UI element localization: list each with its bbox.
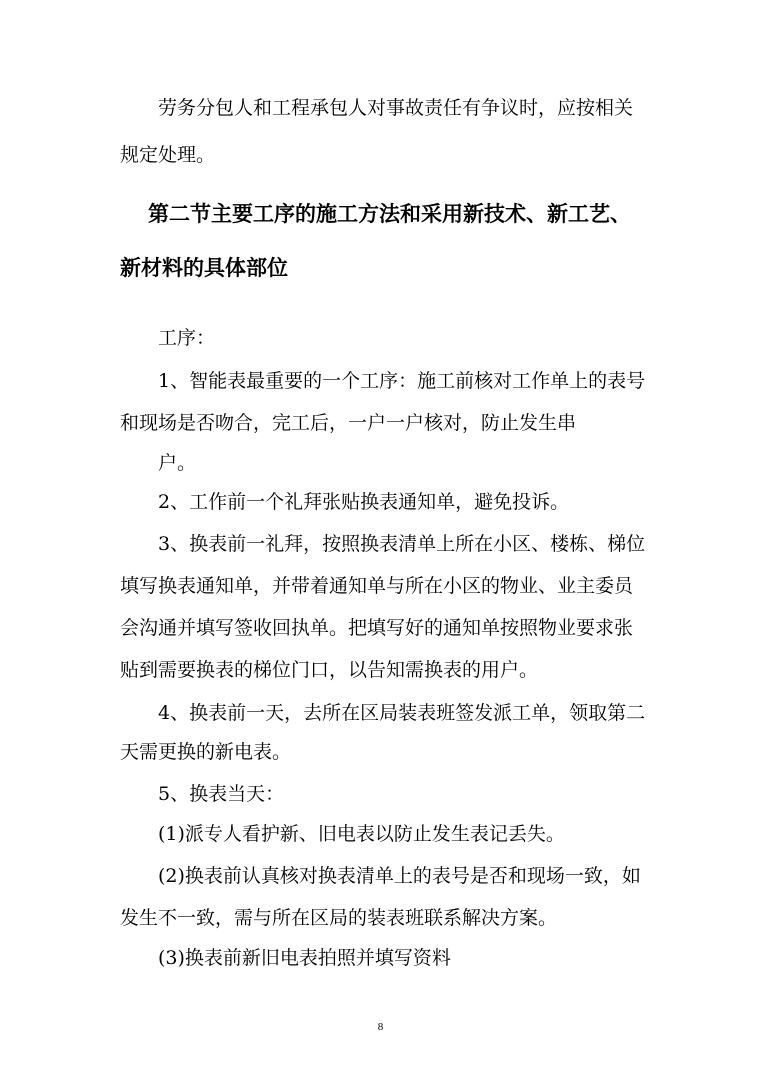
paragraph-line: 天需更换的新电表。 [120,741,292,763]
paragraph-line: (2)换表前认真核对换表清单上的表号是否和现场一致，如 [158,865,641,887]
paragraph-line: 工序： [158,327,216,349]
paragraph-line: 规定处理。 [120,144,216,166]
paragraph-line: 5、换表当天： [158,783,285,805]
paragraph-line: (1)派专人看护新、旧电表以防止发生表记丢失。 [158,823,565,845]
paragraph-line: 3、换表前一礼拜，按照换表清单上所在小区、楼栋、梯位 [158,533,646,555]
paragraph-line: 1、智能表最重要的一个工序：施工前核对工作单上的表号 [158,370,646,392]
paragraph-line: 贴到需要换表的梯位门口，以告知需换表的用户。 [120,659,539,681]
paragraph-line: 2、工作前一个礼拜张贴换表通知单，避免投诉。 [158,491,570,513]
paragraph-line: 劳务分包人和工程承包人对事故责任有争议时，应按相关 [158,97,634,119]
paragraph-line: 户。 [158,452,197,474]
paragraph-line: 4、换表前一天，去所在区局装表班签发派工单，领取第二 [158,702,646,724]
section-heading: 新材料的具体部位 [120,255,288,280]
paragraph-line: (3)换表前新旧电表拍照并填写资料 [158,947,451,969]
paragraph-line: 和现场是否吻合，完工后，一户一户核对，防止发生串 [120,412,577,434]
paragraph-line: 发生不一致，需与所在区局的装表班联系解决方案。 [120,907,558,929]
paragraph-line: 会沟通并填写签收回执单。把填写好的通知单按照物业要求张 [120,617,634,639]
page-number: 8 [377,1021,384,1033]
section-heading: 第二节主要工序的施工方法和采用新技术、新工艺、 [148,201,631,226]
paragraph-line: 填写换表通知单，并带着通知单与所在小区的物业、业主委员 [120,575,634,597]
